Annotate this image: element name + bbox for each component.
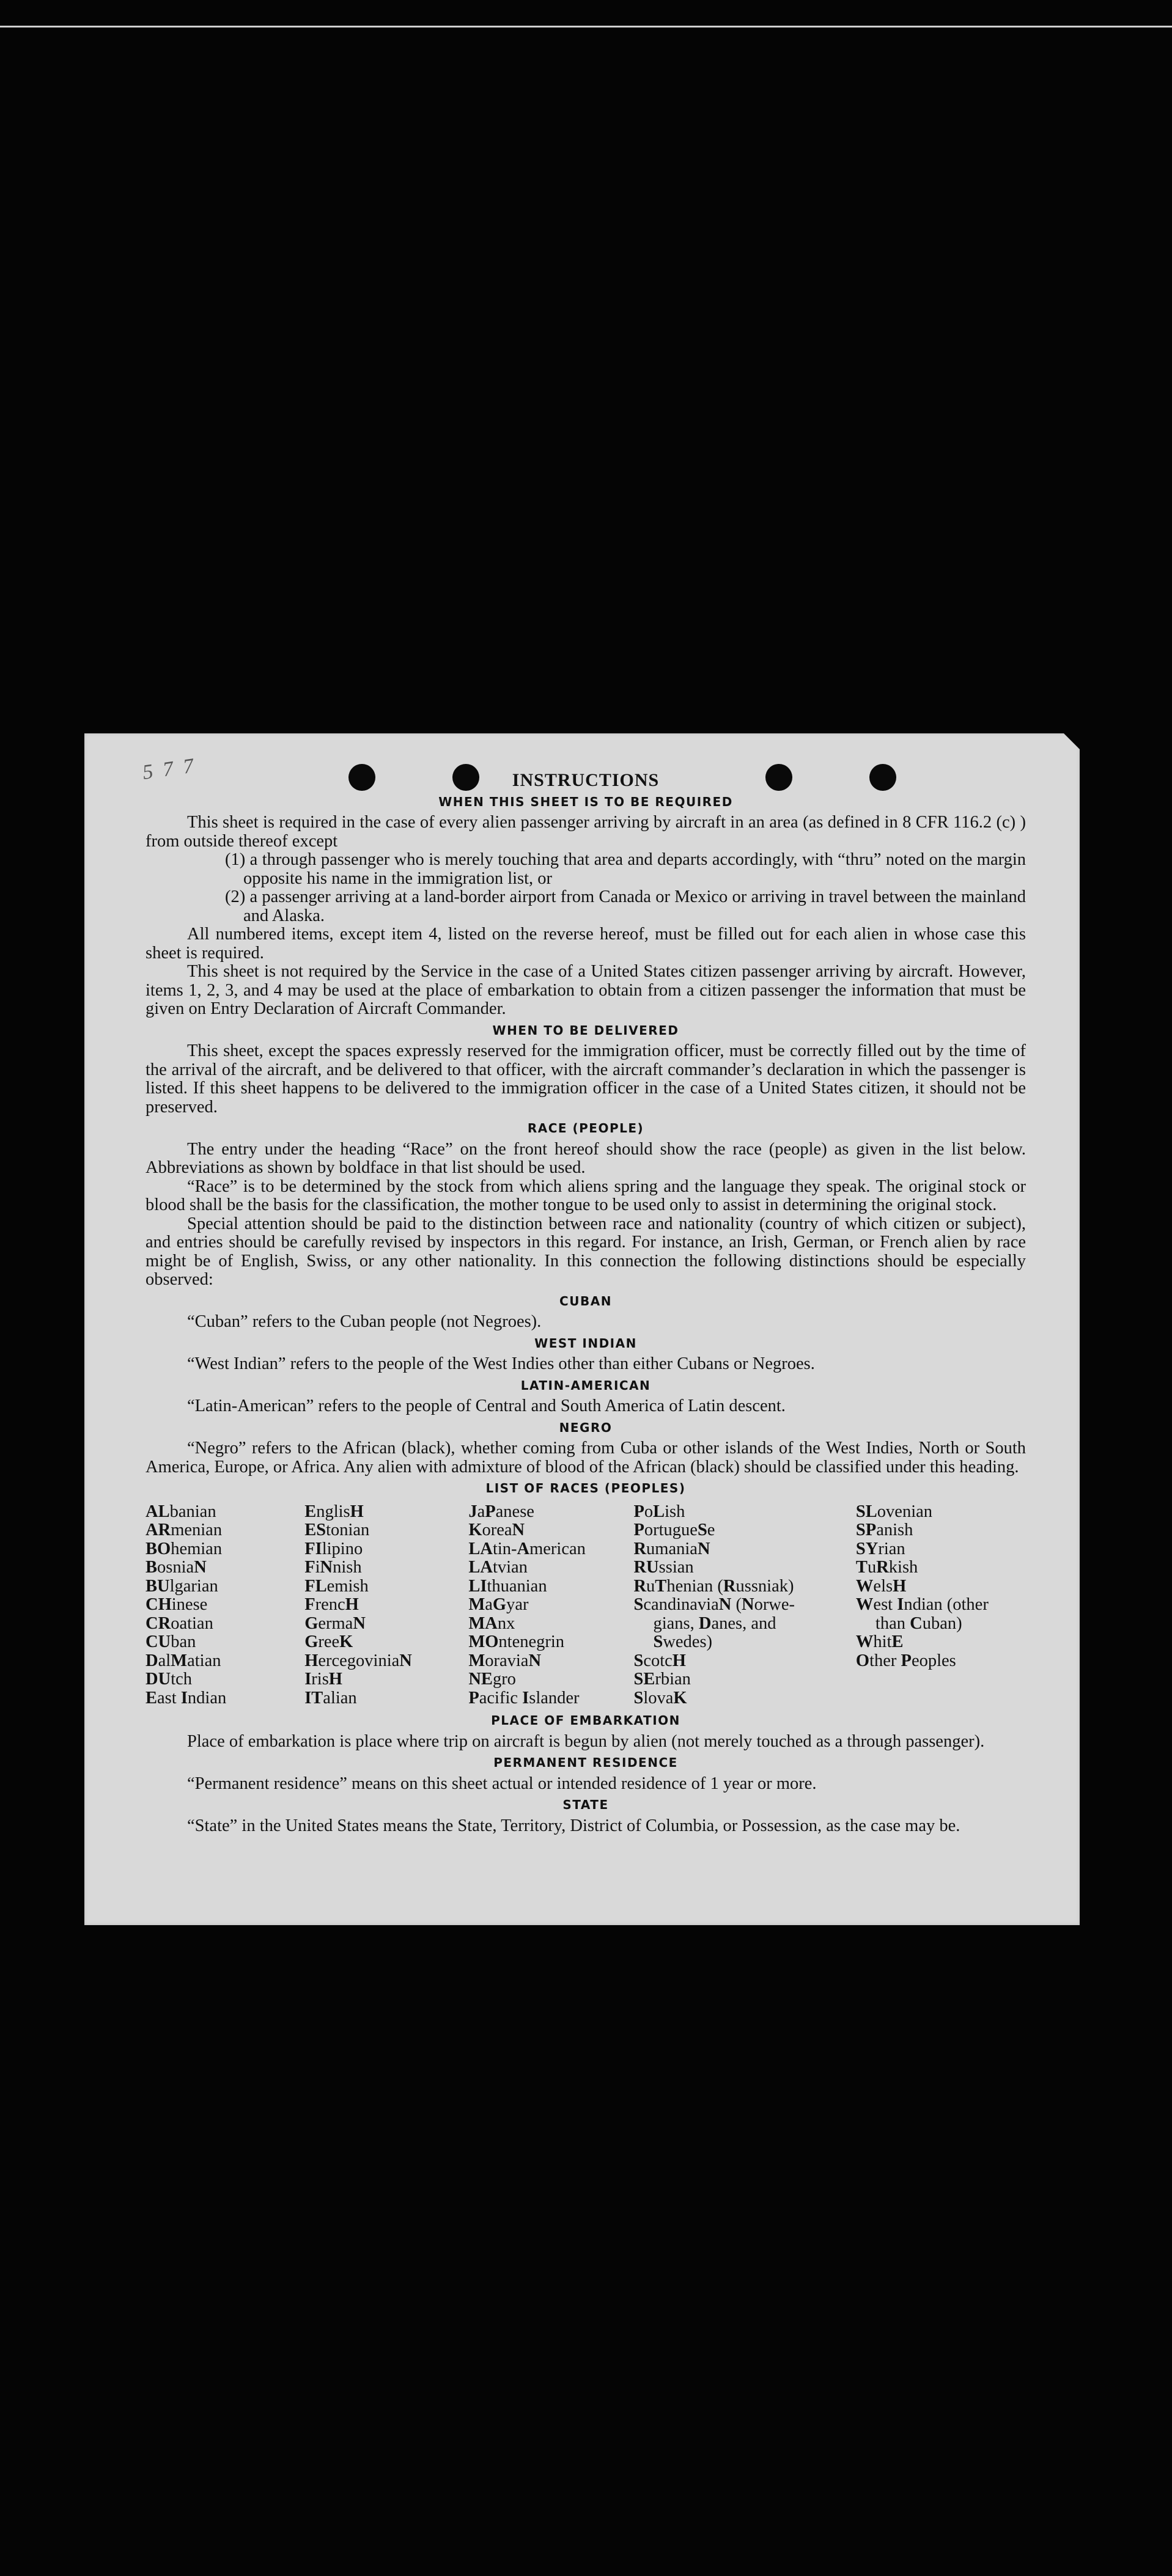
race-entry: MoraviaN xyxy=(468,1651,542,1670)
section-heading-races-list: LIST OF RACES (PEOPLES) xyxy=(485,1481,686,1495)
paragraph: All numbered items, except item 4, listed on the reverse hereof, must be filled out for each alien in whose case this sheet is required. xyxy=(146,925,1026,963)
race-entry: SErbian xyxy=(633,1670,691,1689)
race-entry: TuRkish xyxy=(855,1558,918,1577)
paragraph: This sheet is required in the case of every alien passenger arriving by aircraft in an area (as defined in 8 CFR 116.2 (c) ) from outside thereof except xyxy=(146,813,1026,851)
race-entry: LIthuanian xyxy=(468,1576,547,1596)
list-item: (1) a through passenger who is merely touching that area and departs accordingly, with “thru” noted on the margin opposite his name in the immigration list, or xyxy=(225,850,1026,888)
race-entry: ITalian xyxy=(304,1688,357,1708)
race-entry: EStonian xyxy=(304,1521,370,1539)
races-column-4 xyxy=(633,1503,855,1708)
page-title: INSTRUCTIONS xyxy=(512,770,660,790)
paragraph: “State” in the United States means the State, Territory, District of Columbia, or Possession, as the case may be. xyxy=(187,1816,960,1835)
race-entry: DUtch xyxy=(146,1670,193,1689)
race-entry: ScotcH xyxy=(633,1651,686,1670)
race-entry: PortugueSe xyxy=(633,1521,715,1539)
race-entry: LAtvian xyxy=(468,1558,528,1577)
scan-edge-line xyxy=(0,26,1172,28)
section-heading-embarkation: PLACE OF EMBARKATION xyxy=(491,1713,680,1728)
race-entry: Other Peoples xyxy=(855,1651,956,1670)
margin-scribble: 5 7 7 xyxy=(141,754,198,784)
section-heading-permanent-residence: PERMANENT RESIDENCE xyxy=(493,1755,678,1770)
paragraph: Place of embarkation is place where trip on aircraft is begun by alien (not merely touched as a through passenger). xyxy=(187,1731,985,1751)
race-entry: GermaN xyxy=(304,1613,366,1633)
race-entry: FiNnish xyxy=(304,1558,362,1577)
races-column-2 xyxy=(304,1503,468,1708)
race-entry: HercegoviniaN xyxy=(304,1651,412,1670)
section-heading-when-delivered: WHEN TO BE DELIVERED xyxy=(492,1022,679,1038)
race-entry: BOhemian xyxy=(146,1539,223,1558)
race-entry: ALbanian xyxy=(146,1502,216,1521)
race-entry: MaGyar xyxy=(468,1595,529,1614)
race-entry: CHinese xyxy=(146,1595,208,1614)
race-entry: KoreaN xyxy=(468,1521,525,1539)
section-heading-when-required: WHEN THIS SHEET IS TO BE REQUIRED xyxy=(438,794,733,809)
race-entry: FrencH xyxy=(304,1595,359,1614)
folded-corner xyxy=(1063,733,1080,750)
race-entry: BUlgarian xyxy=(146,1576,218,1596)
race-entry: GreeK xyxy=(304,1632,353,1651)
race-entry: RUssian xyxy=(633,1558,694,1577)
race-entry: WelsH xyxy=(855,1576,907,1596)
race-entry: ScandinaviaN (Norwe- gians, Danes, and Swedes) xyxy=(633,1595,795,1651)
race-entry: Pacific Islander xyxy=(468,1688,580,1708)
section-heading-cuban: CUBAN xyxy=(559,1293,612,1308)
race-entry: RuThenian (Russniak) xyxy=(633,1576,794,1596)
race-entry: LAtin-American xyxy=(468,1539,586,1558)
paragraph: This sheet is not required by the Service in the case of a United States citizen passenger arriving by aircraft. However, items 1, 2, 3, and 4 may be used at the place of embarkation to obtain from a citizen passenger the information that must be given on Entry Declaration of Aircraft Commander. xyxy=(146,962,1026,1018)
race-entry: DalMatian xyxy=(146,1651,221,1670)
races-column-1 xyxy=(146,1503,304,1708)
race-entry: BosniaN xyxy=(146,1558,207,1577)
paragraph: “Negro” refers to the African (black), whether coming from Cuba or other islands of the West Indies, North or South America, Europe, or Africa. Any alien with admixture of blood of the African (black) should be classified under this heading. xyxy=(146,1439,1026,1477)
paragraph: Special attention should be paid to the distinction between race and nationality (country of which citizen or subject), and entries should be carefully revised by inspectors in this regard. For instance, an Irish, German, or French alien by race might be of English, Swiss, or any other nationality. In this connection the following distinctions should be especially observed: xyxy=(146,1214,1026,1289)
race-entry: SPanish xyxy=(855,1521,913,1539)
paragraph: “Race” is to be determined by the stock from which aliens spring and the language they speak. The original stock or blood shall be the basis for the classification, the mother tongue to be used only to assist in determining the original stock. xyxy=(146,1176,1026,1214)
race-entry: CRoatian xyxy=(146,1613,213,1633)
race-entry: NEgro xyxy=(468,1670,516,1689)
paragraph: “West Indian” refers to the people of the West Indies other than either Cubans or Negroes. xyxy=(187,1354,815,1373)
race-entry: JaPanese xyxy=(468,1502,534,1521)
section-heading-negro: NEGRO xyxy=(559,1420,613,1435)
paragraph: “Latin-American” refers to the people of Central and South America of Latin descent. xyxy=(187,1396,786,1415)
race-entry: PoLish xyxy=(633,1502,685,1521)
race-entry: MOntenegrin xyxy=(468,1632,565,1651)
race-entry: FIlipino xyxy=(304,1539,363,1558)
list-item: (2) a passenger arriving at a land-border airport from Canada or Mexico or arriving in travel between the mainland and Alaska. xyxy=(225,887,1026,925)
race-entry: EnglisH xyxy=(304,1502,364,1521)
race-entry: MAnx xyxy=(468,1613,515,1633)
paragraph: This sheet, except the spaces expressly reserved for the immigration officer, must be correctly filled out by the time of the arrival of the aircraft, and be delivered to that officer, with the aircraft commander’s declaration in which the passenger is listed. If this sheet happens to be delivered to the immigration officer in the case of a United States citizen, it should not be preserved. xyxy=(146,1041,1026,1117)
race-entry: West Indian (other than Cuban) xyxy=(855,1595,989,1633)
section-heading-latin-american: LATIN-AMERICAN xyxy=(520,1378,651,1393)
paragraph: “Permanent residence” means on this sheet actual or intended residence of 1 year or more. xyxy=(187,1774,817,1793)
race-entry: SYrian xyxy=(855,1539,905,1558)
section-heading-west-indian: WEST INDIAN xyxy=(534,1335,637,1351)
race-entry: FLemish xyxy=(304,1576,369,1596)
race-entry: CUban xyxy=(146,1632,196,1651)
section-heading-race: RACE (PEOPLE) xyxy=(527,1121,644,1136)
races-column-5 xyxy=(856,1503,1026,1708)
race-entry: IrisH xyxy=(304,1670,342,1689)
instruction-sheet xyxy=(84,733,1080,1925)
race-entry: SlovaK xyxy=(633,1688,687,1708)
races-column-3 xyxy=(468,1503,633,1708)
race-entry: East Indian xyxy=(146,1688,227,1708)
paragraph: “Cuban” refers to the Cuban people (not Negroes). xyxy=(187,1312,542,1331)
race-entry: WhitE xyxy=(855,1632,904,1651)
race-entry: ARmenian xyxy=(146,1521,223,1539)
races-list xyxy=(146,1503,1026,1708)
sheet-content xyxy=(146,771,1026,1835)
paragraph: The entry under the heading “Race” on the front hereof should show the race (people) as given in the list below. Abbreviations as shown by boldface in that list should be used. xyxy=(146,1139,1026,1177)
race-entry: RumaniaN xyxy=(633,1539,710,1558)
race-entry: SLovenian xyxy=(855,1502,933,1521)
section-heading-state: STATE xyxy=(562,1797,609,1812)
